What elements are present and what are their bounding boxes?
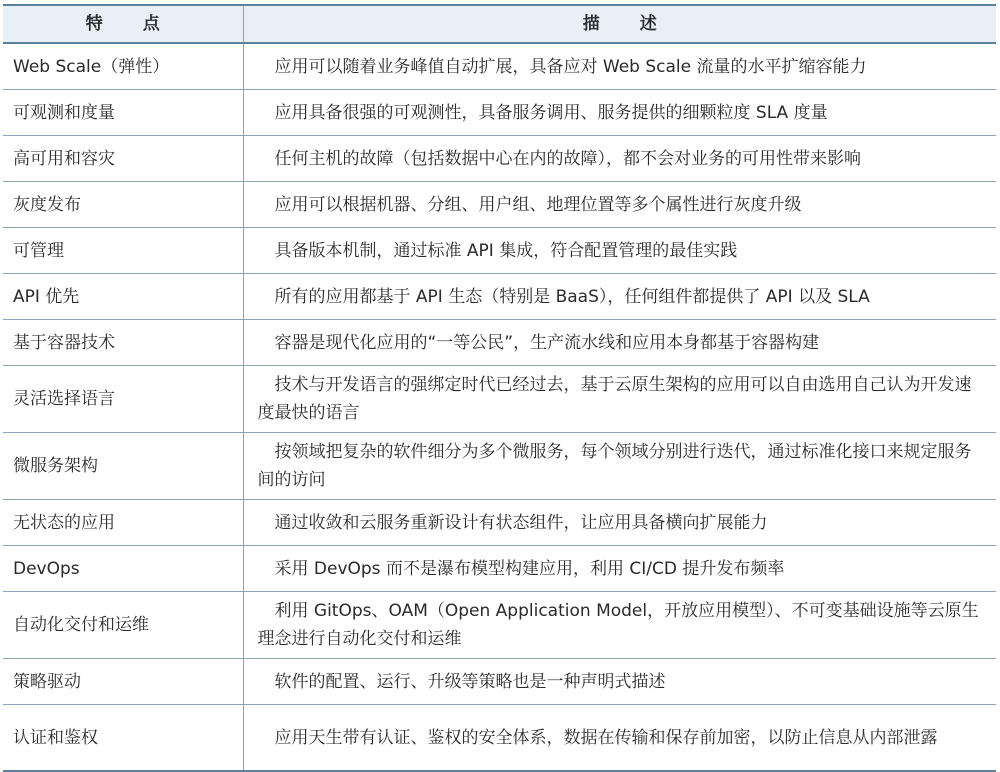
- description-cell: 采用 DevOps 而不是瀑布模型构建应用，利用 CI/CD 提升发布频率: [243, 546, 996, 592]
- description-cell: 通过收敛和云服务重新设计有状态组件，让应用具备横向扩展能力: [243, 500, 996, 546]
- description-cell: 应用天生带有认证、鉴权的安全体系，数据在传输和保存前加密，以防止信息从内部泄露: [243, 705, 996, 772]
- table-header-row: [3, 5, 996, 43]
- table-row: [3, 500, 996, 546]
- table-row: [3, 43, 996, 90]
- feature-cell: 策略驱动: [3, 659, 243, 705]
- table-row: [3, 433, 996, 500]
- description-cell: 具备版本机制，通过标准 API 集成，符合配置管理的最佳实践: [243, 228, 996, 274]
- feature-cell: 认证和鉴权: [3, 705, 243, 772]
- description-cell: 利用 GitOps、OAM（Open Application Model，开放应用模型）、不可变基础设施等云原生理念进行自动化交付和运维: [243, 592, 996, 659]
- description-cell: 应用可以根据机器、分组、用户组、地理位置等多个属性进行灰度升级: [243, 182, 996, 228]
- feature-cell: API 优先: [3, 274, 243, 320]
- table-row: [3, 90, 996, 136]
- feature-cell: 灵活选择语言: [3, 366, 243, 433]
- table-row: [3, 705, 996, 772]
- table-row: [3, 366, 996, 433]
- description-cell: 技术与开发语言的强绑定时代已经过去，基于云原生架构的应用可以自由选用自己认为开发速度最快的语言: [243, 366, 996, 433]
- description-cell: 任何主机的故障（包括数据中心在内的故障），都不会对业务的可用性带来影响: [243, 136, 996, 182]
- header-description: 描述: [243, 5, 996, 43]
- feature-cell: 微服务架构: [3, 433, 243, 500]
- feature-cell: 灰度发布: [3, 182, 243, 228]
- description-cell: 应用具备很强的可观测性，具备服务调用、服务提供的细颗粒度 SLA 度量: [243, 90, 996, 136]
- feature-table-container: [3, 4, 996, 772]
- table-row: [3, 182, 996, 228]
- feature-cell: 自动化交付和运维: [3, 592, 243, 659]
- feature-cell: 可观测和度量: [3, 90, 243, 136]
- feature-cell: DevOps: [3, 546, 243, 592]
- cloud-native-features-table: [3, 4, 996, 772]
- table-row: [3, 274, 996, 320]
- feature-cell: 无状态的应用: [3, 500, 243, 546]
- feature-cell: 高可用和容灾: [3, 136, 243, 182]
- table-row: [3, 546, 996, 592]
- description-cell: 按领域把复杂的软件细分为多个微服务，每个领域分别进行迭代，通过标准化接口来规定服务间的访问: [243, 433, 996, 500]
- feature-cell: 基于容器技术: [3, 320, 243, 366]
- table-row: [3, 592, 996, 659]
- table-row: [3, 136, 996, 182]
- feature-cell: Web Scale（弹性）: [3, 43, 243, 90]
- table-row: [3, 659, 996, 705]
- feature-cell: 可管理: [3, 228, 243, 274]
- description-cell: 应用可以随着业务峰值自动扩展，具备应对 Web Scale 流量的水平扩缩容能力: [243, 43, 996, 90]
- table-row: [3, 320, 996, 366]
- header-feature: 特点: [3, 5, 243, 43]
- description-cell: 容器是现代化应用的“一等公民”，生产流水线和应用本身都基于容器构建: [243, 320, 996, 366]
- table-row: [3, 228, 996, 274]
- description-cell: 软件的配置、运行、升级等策略也是一种声明式描述: [243, 659, 996, 705]
- description-cell: 所有的应用都基于 API 生态（特别是 BaaS），任何组件都提供了 API 以及 SLA: [243, 274, 996, 320]
